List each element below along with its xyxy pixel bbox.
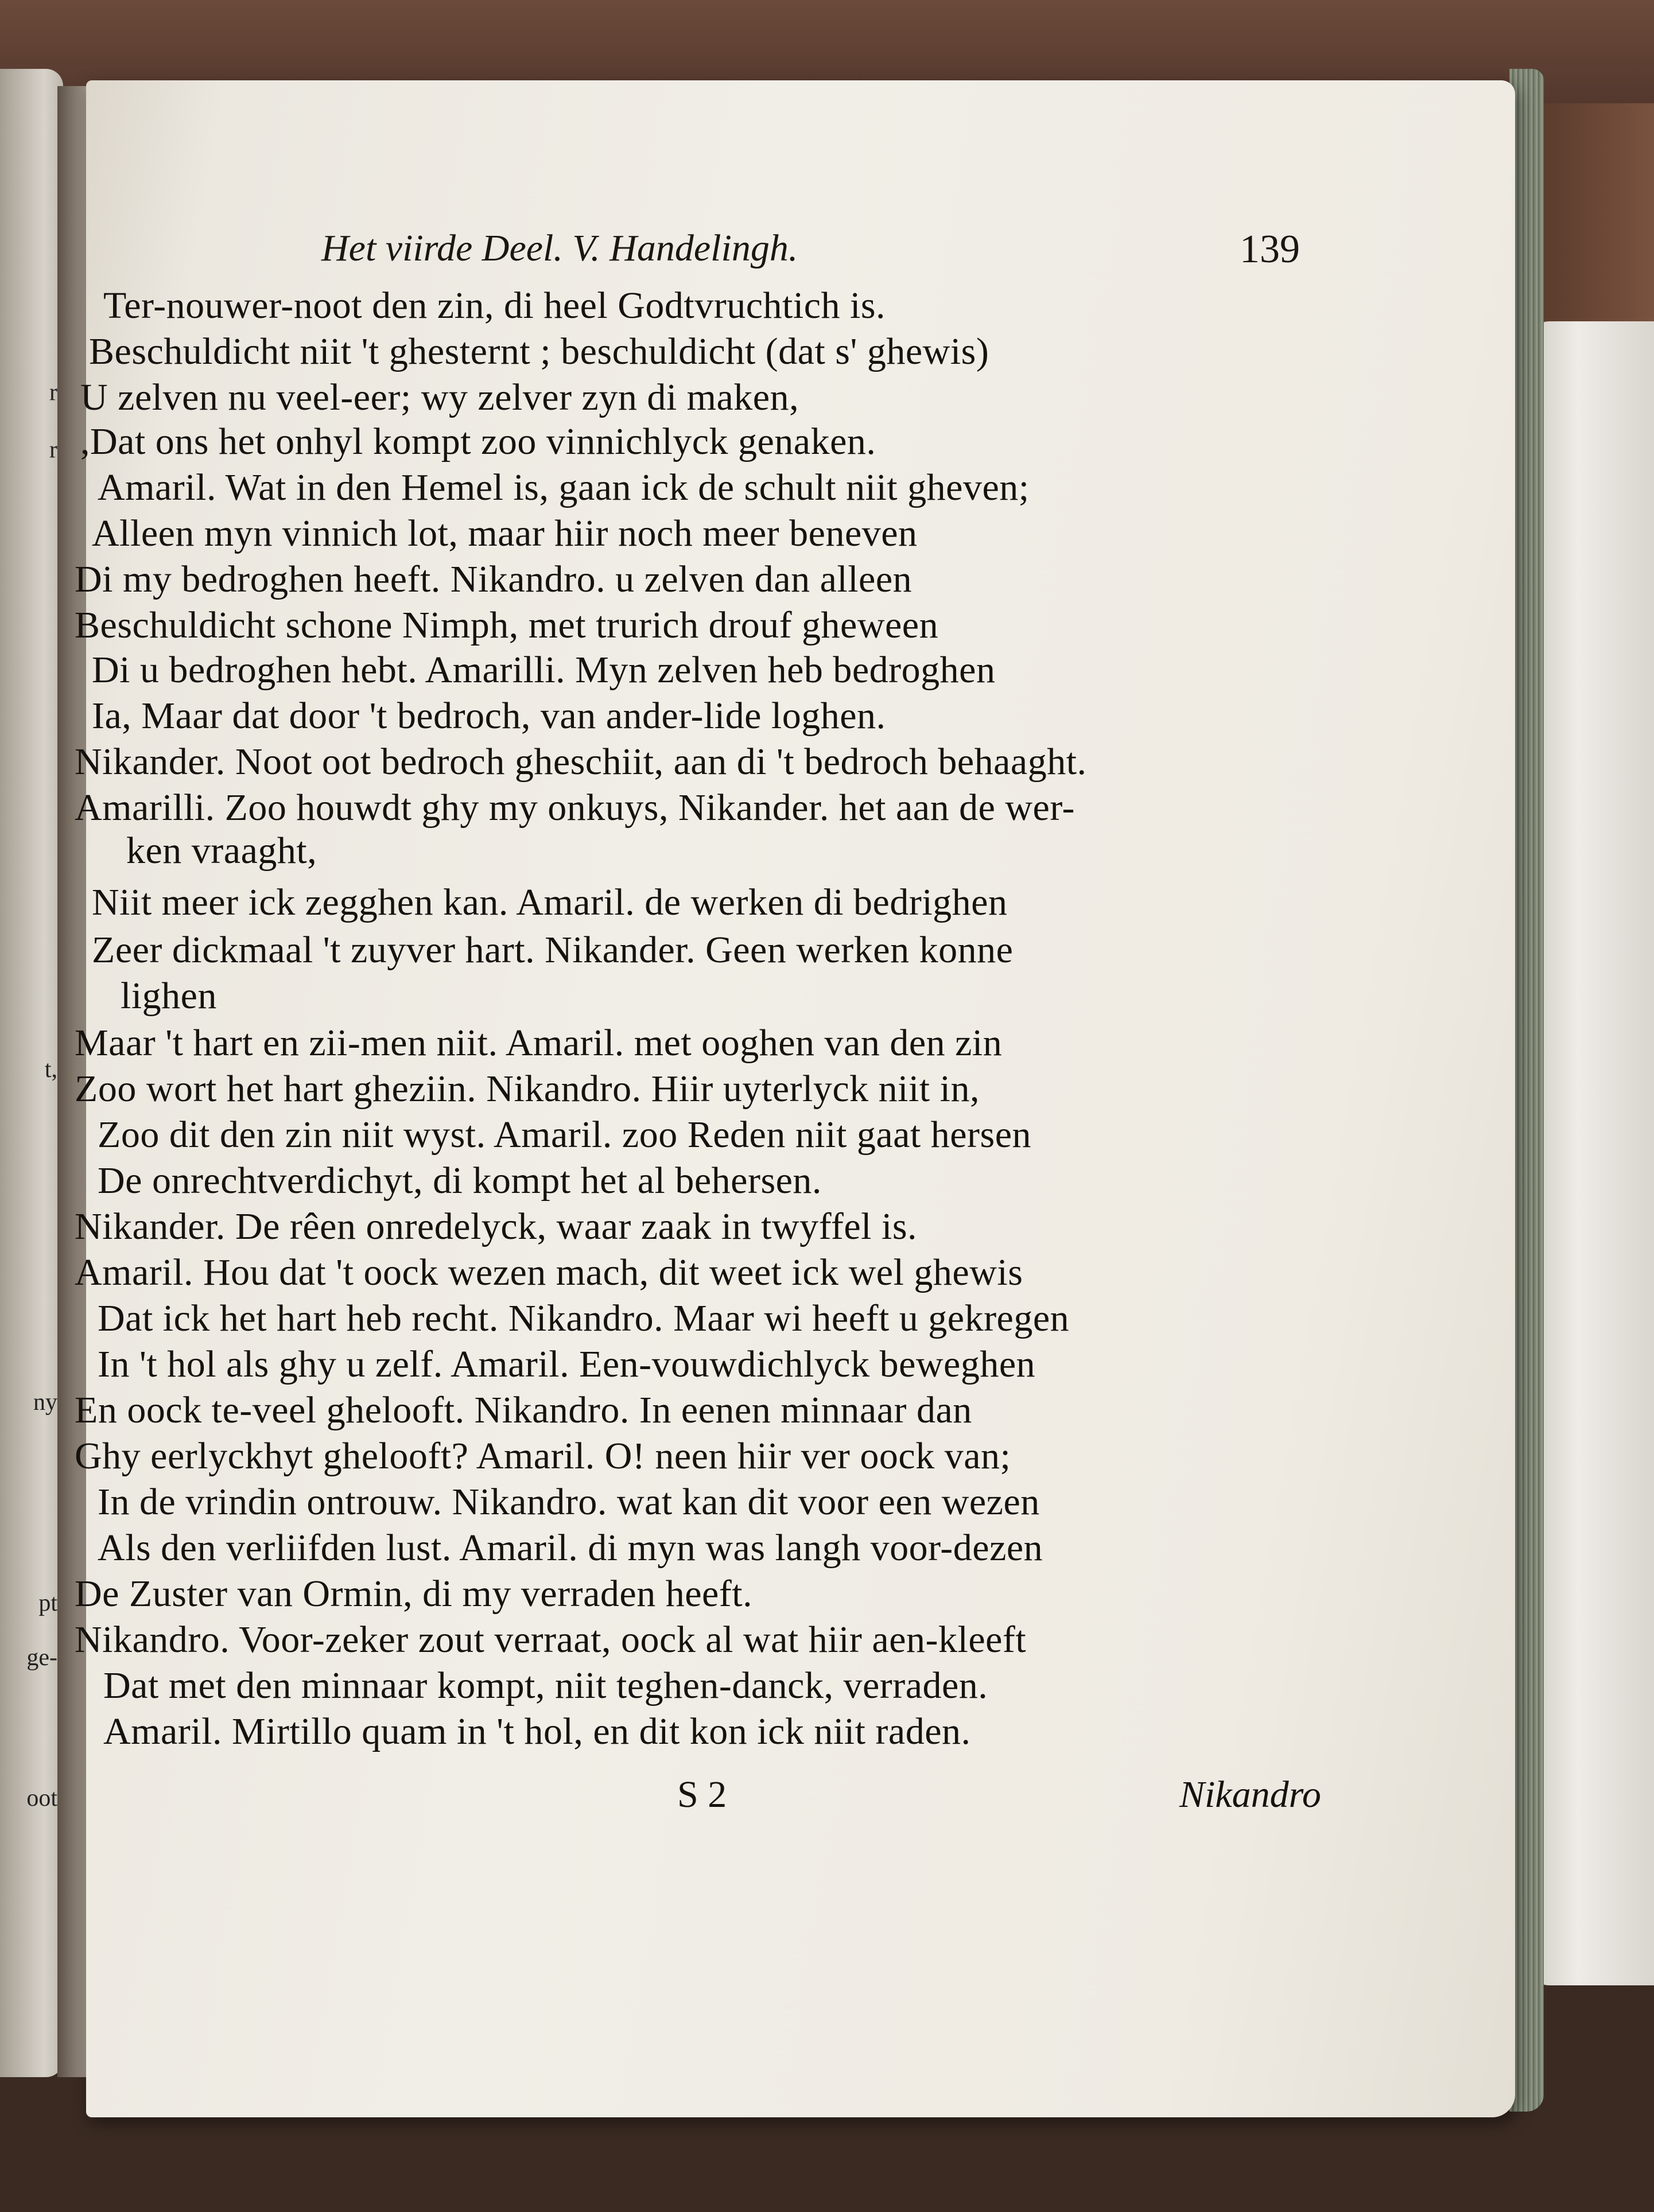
text-line: Ghy eerlyckhyt ghelooft? Amaril. O! neen hiir ver oock van; [75, 1435, 1011, 1477]
signature-mark: S 2 [677, 1774, 727, 1816]
text-line: Beschuldicht schone Nimph, met trurich drouf gheween [75, 604, 939, 646]
text-line: De onrechtverdichyt, di kompt het al behersen. [98, 1160, 822, 1202]
text-line: Als den verliifden lust. Amaril. di myn was langh voor-dezen [98, 1527, 1043, 1569]
facing-page-fragment: oot [26, 1785, 57, 1811]
text-line: Zeer dickmaal 't zuyver hart. Nikander. Geen werken konne [92, 929, 1014, 971]
text-line: Niit meer ick zegghen kan. Amaril. de werken di bedrighen [92, 881, 1008, 923]
text-line: Amaril. Mirtillo quam in 't hol, en dit kon ick niit raden. [103, 1710, 971, 1752]
facing-page-fragment: ge- [26, 1645, 57, 1671]
text-line: Maar 't hart en zii-men niit. Amaril. met ooghen van den zin [75, 1022, 1003, 1064]
facing-page-fragment: t, [44, 1056, 57, 1083]
facing-page-edge [0, 69, 63, 2077]
text-line: Beschuldicht niit 't ghesternt ; beschuldicht (dat s' ghewis) [89, 331, 989, 372]
text-line: Amaril. Wat in den Hemel is, gaan ick de schult niit gheven; [98, 466, 1030, 508]
text-line: Ter-nouwer-noot den zin, di heel Godtvruchtich is. [103, 285, 886, 326]
background-cloth [1527, 321, 1654, 1985]
text-line: ,Dat ons het onhyl kompt zoo vinnichlyck genaken. [80, 421, 876, 462]
text-line: lighen [121, 975, 217, 1017]
text-line: En oock te-veel ghelooft. Nikandro. In eenen minnaar dan [75, 1389, 972, 1431]
text-line: Amaril. Hou dat 't oock wezen mach, dit weet ick wel ghewis [75, 1251, 1023, 1293]
text-line: In de vrindin ontrouw. Nikandro. wat kan dit voor een wezen [98, 1481, 1040, 1523]
text-line: U zelven nu veel-eer; wy zelver zyn di maken, [80, 376, 799, 418]
facing-page-fragment: pt [38, 1590, 57, 1616]
page-number: 139 [1240, 227, 1300, 271]
catchword: Nikandro [1179, 1774, 1321, 1816]
text-line: Di u bedroghen hebt. Amarilli. Myn zelven heb bedroghen [92, 649, 996, 691]
text-line: Dat met den minnaar kompt, niit teghen-danck, verraden. [103, 1665, 988, 1706]
book-page [75, 80, 1515, 2117]
text-line: Ia, Maar dat door 't bedroch, van ander-lide loghen. [92, 695, 886, 737]
text-line: Alleen myn vinnich lot, maar hiir noch meer beneven [92, 512, 918, 554]
text-line: Zoo wort het hart gheziin. Nikandro. Hiir uyterlyck niit in, [75, 1068, 980, 1110]
facing-page-fragment: r [49, 379, 57, 406]
text-line: In 't hol als ghy u zelf. Amaril. Een-vouwdichlyck beweghen [98, 1343, 1036, 1385]
running-head: Het viirde Deel. V. Handelingh. [321, 227, 798, 269]
text-line: Nikander. Noot oot bedroch gheschiit, aan di 't bedroch behaaght. [75, 741, 1087, 783]
text-line: Nikander. De rêen onredelyck, waar zaak in twyffel is. [75, 1206, 918, 1247]
text-line: Nikandro. Voor-zeker zout verraat, oock al wat hiir aen-kleeft [75, 1619, 1027, 1661]
facing-page-fragment: ny [33, 1389, 57, 1416]
facing-page-fragment: r [49, 437, 57, 463]
text-line: Di my bedroghen heeft. Nikandro. u zelven dan alleen [75, 558, 913, 600]
text-line: Dat ick het hart heb recht. Nikandro. Maar wi heeft u gekregen [98, 1297, 1070, 1339]
text-line: De Zuster van Ormin, di my verraden heeft. [75, 1573, 753, 1615]
text-line: ken vraaght, [126, 830, 317, 872]
text-line: Zoo dit den zin niit wyst. Amaril. zoo Reden niit gaat hersen [98, 1114, 1032, 1156]
text-line: Amarilli. Zoo houwdt ghy my onkuys, Nikander. het aan de wer- [75, 787, 1075, 829]
